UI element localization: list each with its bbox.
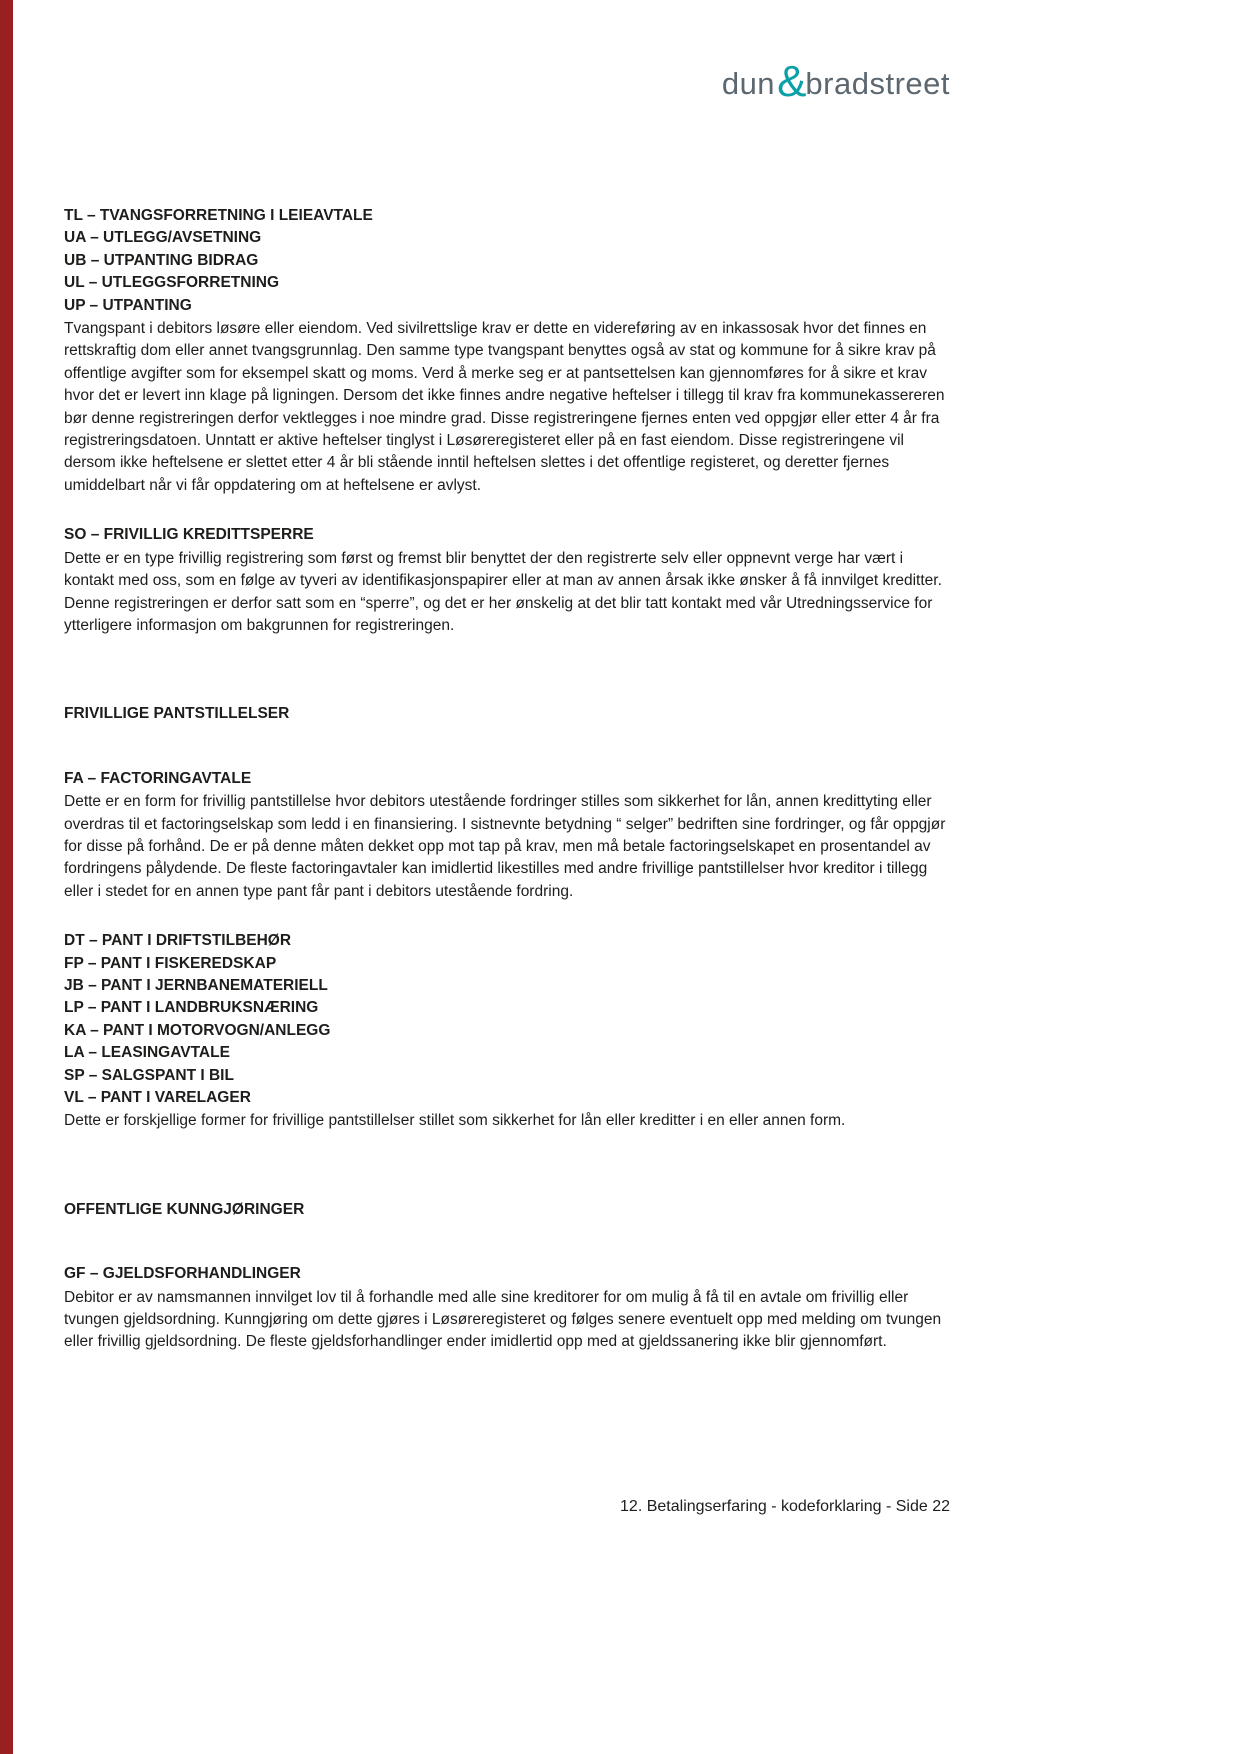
section-title: OFFENTLIGE KUNNGJØRINGER bbox=[64, 1200, 305, 1218]
body-paragraph: Debitor er av namsmannen innvilget lov til å forhandle med alle sine kreditorer for om mulig å få til en avtale om frivillig eller tvungen gjeldsordning. Kunngjøring om dette gjøres i Løsøreregisteret og følges senere eventuelt opp med melding om tvungen eller frivillig gjeldsordning. De fleste gjeldsforhandlinger ender imidlertid opp med at gjeldssanering ikke blir gjennomført. bbox=[64, 1288, 942, 1351]
code-heading: UA – UTLEGG/AVSETNING bbox=[64, 229, 262, 247]
code-heading: UB – UTPANTING BIDRAG bbox=[64, 251, 259, 269]
code-heading-group bbox=[64, 524, 950, 546]
code-heading: VL – PANT I VARELAGER bbox=[64, 1089, 251, 1106]
code-heading: LA – LEASINGAVTALE bbox=[64, 1044, 230, 1062]
section-title: FRIVILLIGE PANTSTILLELSER bbox=[64, 705, 290, 723]
body-paragraph: Dette er en type frivillig registrering som først og fremst blir benyttet der den registrerte selv eller oppnevnt verge har vært i kontakt med oss, som en følge av tyveri av identifikasjonspapirer eller at man av annen årsak ikke ønsker å få innvilget kreditter. Denne registreringen er derfor satt som en “sperre”, og det er her ønskelig at det blir tatt kontakt med vår Utredningsservice for ytterligere informasjon om bakgrunnen for registreringen. bbox=[64, 549, 942, 634]
body-paragraph: Dette er en form for frivillig pantstillelse hvor debitors utestående fordringer stilles som sikkerhet for lån, annen kredittyting eller overdras til et factoringselskap som ledd i en finansiering. I sistnevnte betydning “ selger” bedriften sine fordringer, og får oppgjør for disse på forhånd. De er på denne måten dekket opp mot tap på krav, men må betale factoringselskapet en prosentandel av fordringens pålydende. De fleste factoringavtaler kan imidlertid likestilles med andre frivillige pantstillelser hvor kreditor i tillegg eller i stedet for en annen type pant får pant i debitors utestående fordring. bbox=[64, 793, 946, 900]
page-footer bbox=[64, 1496, 950, 1518]
body-paragraph: Dette er forskjellige former for frivillige pantstillelser stillet som sikkerhet for lån eller kreditter i en eller annen form. bbox=[64, 1112, 846, 1130]
code-heading: FA – FACTORINGAVTALE bbox=[64, 769, 252, 787]
code-heading: KA – PANT I MOTORVOGN/ANLEGG bbox=[64, 1021, 331, 1039]
code-heading: SO – FRIVILLIG KREDITTSPERRE bbox=[64, 526, 314, 544]
logo-text-dun: dun bbox=[721, 66, 776, 101]
code-heading-group bbox=[64, 205, 950, 317]
code-heading: SP – SALGSPANT I BIL bbox=[64, 1066, 234, 1084]
code-heading-group bbox=[64, 930, 950, 1109]
code-heading: FP – PANT I FISKEREDSKAP bbox=[64, 954, 277, 972]
code-heading-group bbox=[64, 768, 950, 790]
footer-text: 12. Betalingserfaring - kodeforklaring - Side 22 bbox=[620, 1498, 950, 1515]
code-heading: LP – PANT I LANDBRUKSNÆRING bbox=[64, 999, 319, 1017]
dun-bradstreet-logo: dun & bradstreet bbox=[721, 57, 950, 106]
code-heading: GF – GJELDSFORHANDLINGER bbox=[64, 1265, 301, 1283]
code-heading: JB – PANT I JERNBANEMATERIELL bbox=[64, 976, 328, 994]
body-paragraph: Tvangspant i debitors løsøre eller eiendom. Ved sivilrettslige krav er dette en videreføring av en inkassosak hvor det finnes en rettskraftig dom eller annet tvangsgrunnlag. Den samme type tvangspant benyttes også av stat og kommune for å sikre krav på offentlige avgifter som for eksempel skatt og moms. Verd å merke seg er at pantsettelsen kan gjennomføres for å sikre et krav hvor det er levert inn klage på ligningen. Dersom det ikke finnes andre negative heftelser i tillegg til krav fra kommunekassereren bør denne registreringen derfor vektlegges i noe mindre grad. Disse registreringene fjernes enten ved oppgjør eller etter 4 år fra registreringsdatoen. Unntatt er aktive heftelser tinglyst i Løsøreregisteret eller på en fast eiendom. Disse registreringene vil dersom ikke heftelsene er slettet etter 4 år bli stående inntil heftelsen slettes i det offentlige registeret, og deretter fjernes umiddelbart når vi får oppdatering om at heftelsene er avlyst. bbox=[64, 320, 945, 494]
logo-text-bradstreet: bradstreet bbox=[805, 66, 950, 101]
left-edge-bar bbox=[0, 0, 13, 1754]
code-heading: DT – PANT I DRIFTSTILBEHØR bbox=[64, 932, 292, 950]
code-heading-group bbox=[64, 1263, 950, 1285]
code-heading: TL – TVANGSFORRETNING I LEIEAVTALE bbox=[64, 207, 373, 224]
code-heading: UP – UTPANTING bbox=[64, 296, 192, 314]
document-body bbox=[64, 205, 950, 1354]
code-heading: UL – UTLEGGSFORRETNING bbox=[64, 274, 280, 292]
